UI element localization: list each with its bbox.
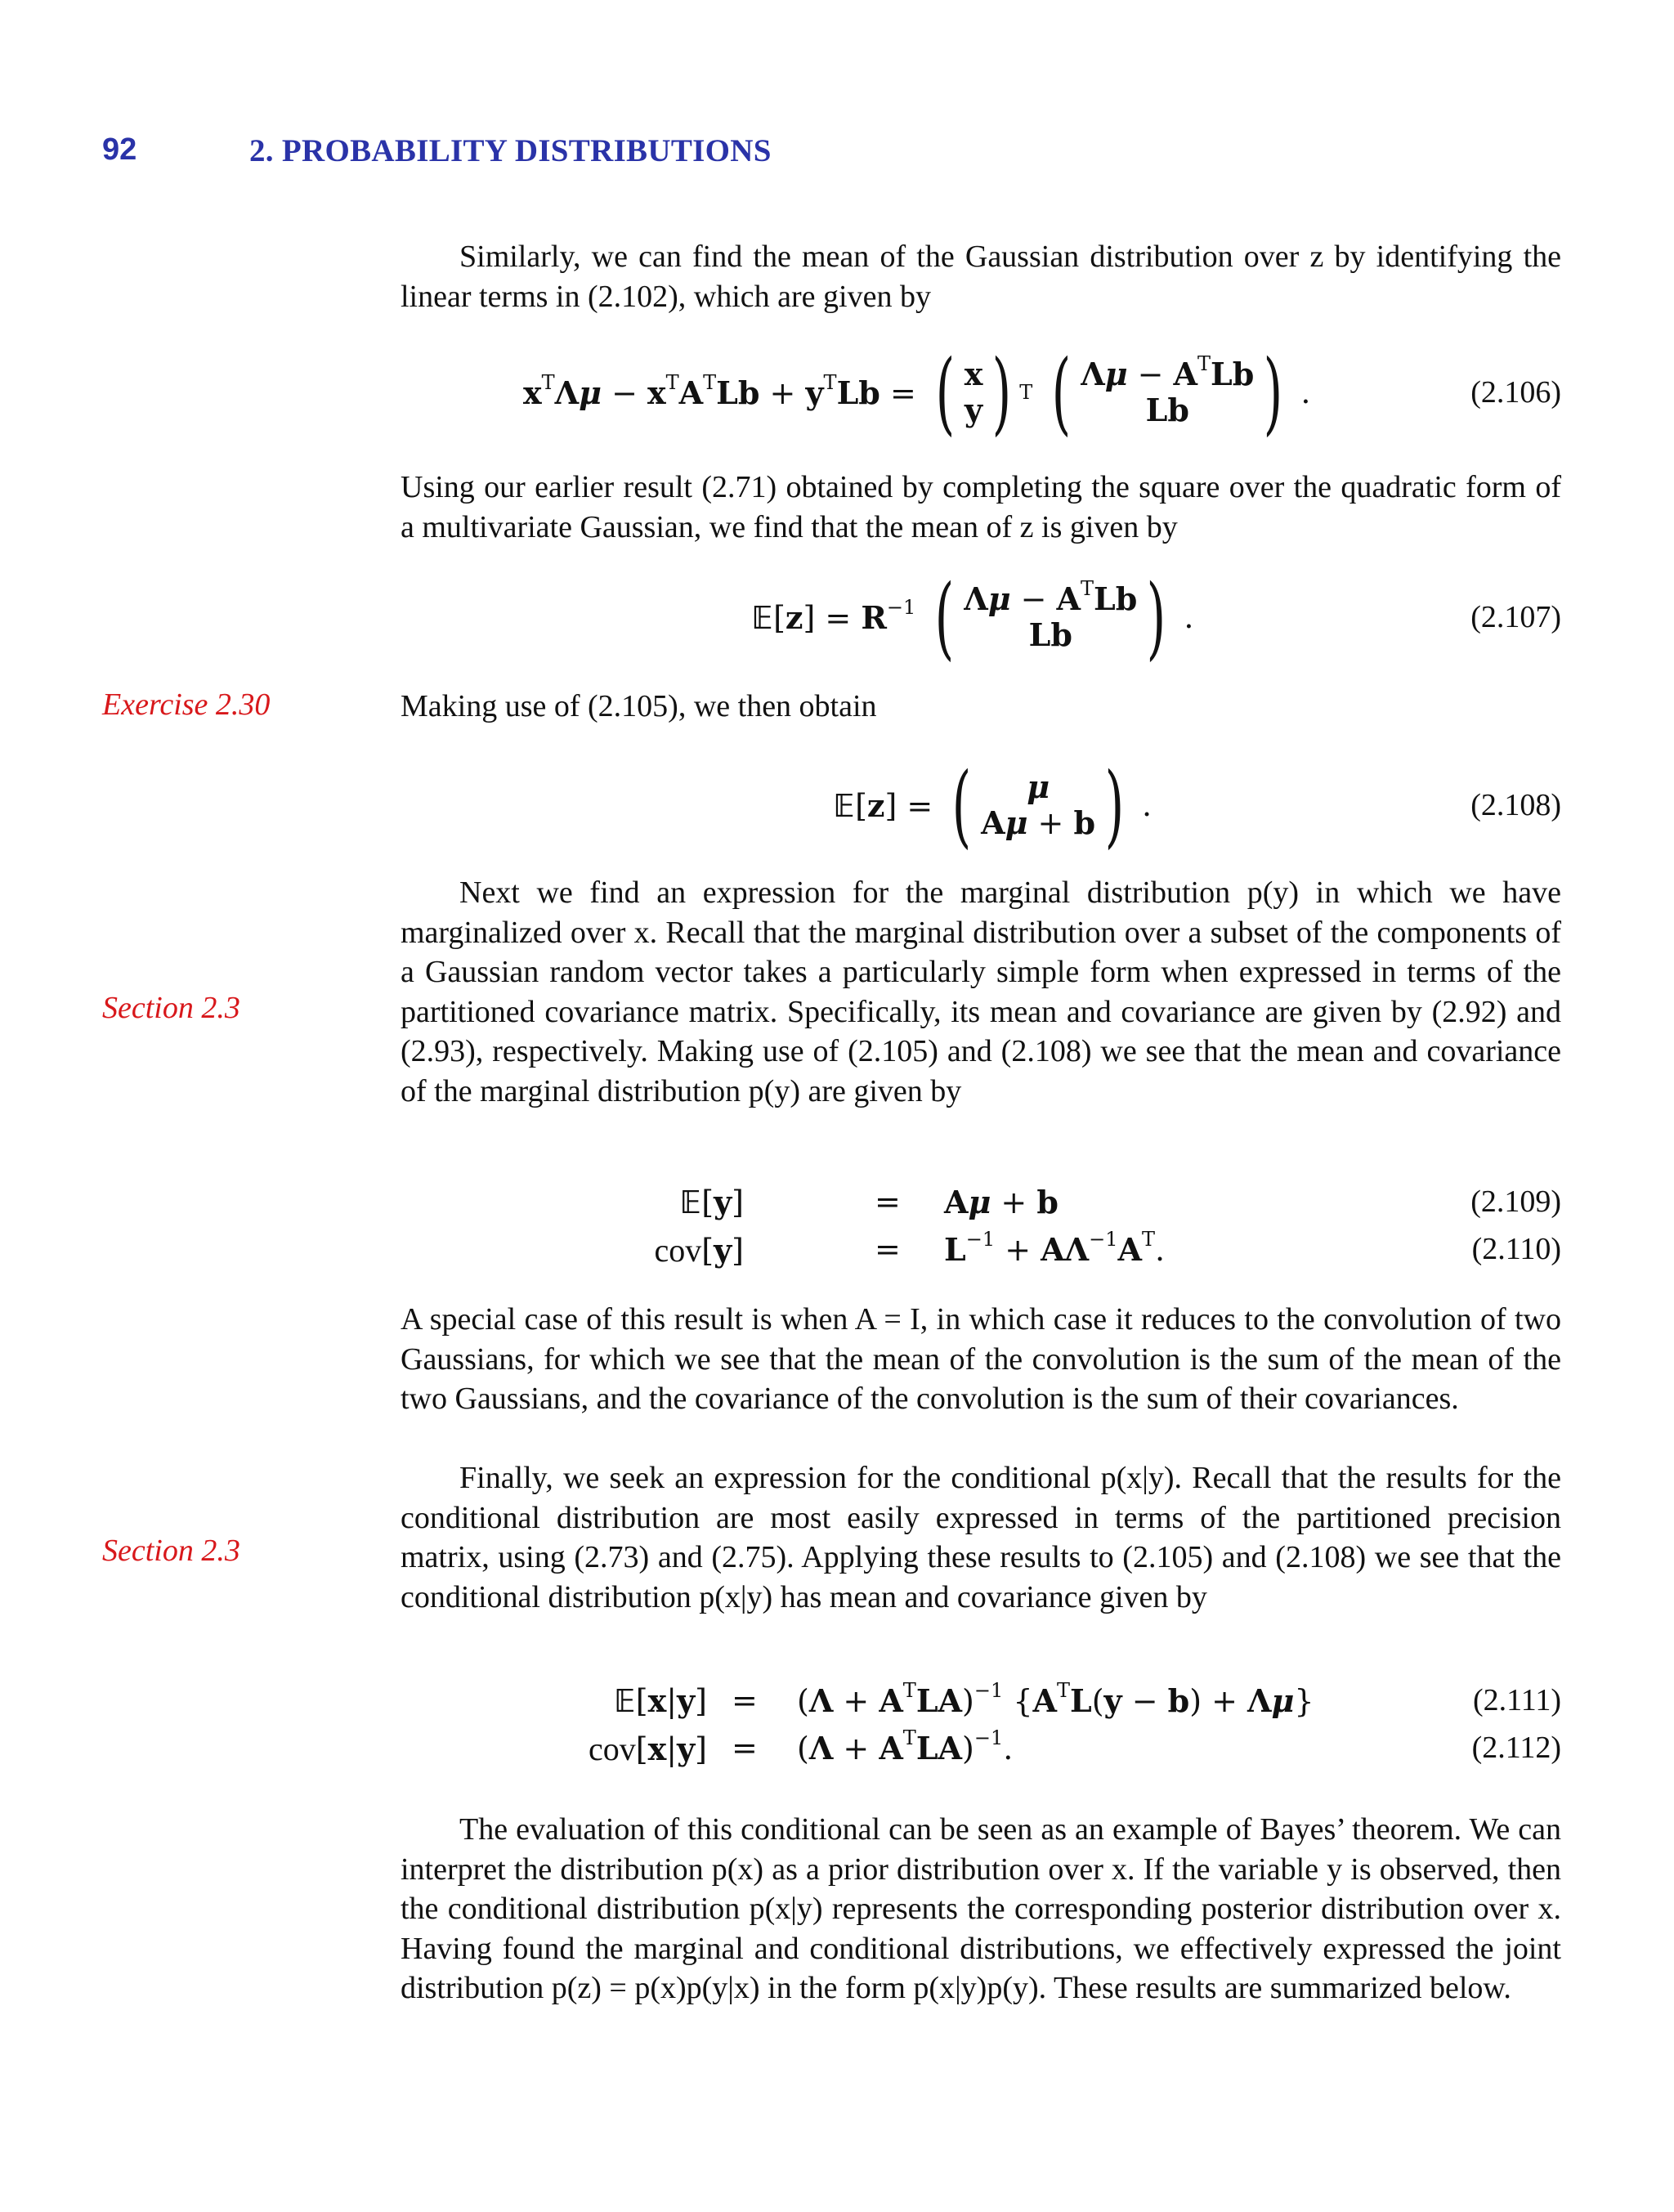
equation: [401, 565, 1561, 669]
equation-number: (2.111): [1473, 1683, 1561, 1717]
equation-body: $x^T\Lambda\mu - x^TA^TLb + y^TLb$ = ( x y ) T ( $\Lambda\mu - A^TLb$ Lb ) .: [523, 340, 1311, 445]
equation: [401, 753, 1561, 857]
equation-number: (2.108): [1470, 788, 1561, 822]
section-note[interactable]: Section 2.3: [102, 1534, 240, 1568]
equation-row: 𝔼[x|y] = $(\Lambda + A^TLA)^{-1}$ $\{A^TL(y - b) + \Lambda\mu\}$ (2.111): [614, 1679, 1561, 1719]
body-paragraph: Using our earlier result (2.71) obtained by completing the square over the quadratic form of a multivariate Gaussian, we find that the mean of z is given by: [401, 470, 1561, 544]
section-note[interactable]: Section 2.3: [102, 991, 240, 1025]
body-paragraph: Making use of (2.105), we then obtain: [401, 689, 877, 723]
equation-array: [401, 1177, 1561, 1283]
body-paragraph: Similarly, we can find the mean of the Gaussian distribution over z by identifying the linear terms in (2.102), which are given by: [401, 240, 1561, 314]
equation-number: (2.112): [1471, 1731, 1561, 1765]
body-paragraph: The evaluation of this conditional can be seen as an example of Bayes’ theorem. We can interpret the distribution p(x) as a prior distribution over x. If the variable y is observed, then the conditional distribution p(x|y) represents the corresponding posterior distribution over x. Having found the marginal and conditional distributions, we effectively expressed the joint distribution p(z) = p(x)p(y|x) in the form p(x|y)p(y). These results are summarized below.: [401, 1812, 1561, 2005]
body-paragraph: A special case of this result is when A = I, in which case it reduces to the convolution of two Gaussians, for which we see that the mean of the convolution is the sum of the mean of the two Gaussians, and the covariance of the convolution is the sum of their covariances.: [401, 1302, 1561, 1416]
equation-body: 𝔼[z] = $R^{-1}$ ( $\Lambda\mu - A^TLb$ Lb ) .: [752, 565, 1194, 669]
equation-number: (2.107): [1470, 600, 1561, 634]
equation-number: (2.106): [1470, 375, 1561, 410]
equation-body: 𝔼[z] = ( μ Aμ + b ) .: [834, 753, 1153, 857]
page-number: 92: [102, 132, 137, 167]
equation-number: (2.109): [1470, 1184, 1561, 1219]
equation-row: 𝔼[y] = Aμ + b (2.109): [680, 1184, 1561, 1220]
equation-row: cov[y] = $L^{-1} + A\Lambda^{-1}A^T$. (2.110): [654, 1228, 1561, 1269]
chapter-title: 2. PROBABILITY DISTRIBUTIONS: [249, 133, 772, 168]
body-paragraph: Finally, we seek an expression for the conditional p(x|y). Recall that the results for the conditional distribution are most easily expressed in terms of the partitioned precision matrix, using (2.73) and (2.75). Applying these results to (2.105) and (2.108) we see that the conditional distribution p(x|y) has mean and covariance given by: [401, 1461, 1561, 1614]
equation-row: cov[x|y] = $(\Lambda + A^TLA)^{-1}$. (2.112): [589, 1726, 1561, 1767]
equation-number: (2.110): [1471, 1232, 1561, 1266]
exercise-note[interactable]: Exercise 2.30: [102, 687, 271, 722]
body-paragraph: Next we find an expression for the marginal distribution p(y) in which we have marginalized over x. Recall that the marginal distribution over a subset of the components of a Gaussian random vector takes a particularly simple form when expressed in terms of the partitioned covariance matrix. Specifically, its mean and covariance are given by (2.92) and (2.93), respectively. Making use of (2.105) and (2.108) we see that the mean and covariance of the marginal distribution p(y) are given by: [401, 875, 1561, 1108]
equation: [401, 340, 1561, 445]
equation-array: [401, 1676, 1561, 1782]
